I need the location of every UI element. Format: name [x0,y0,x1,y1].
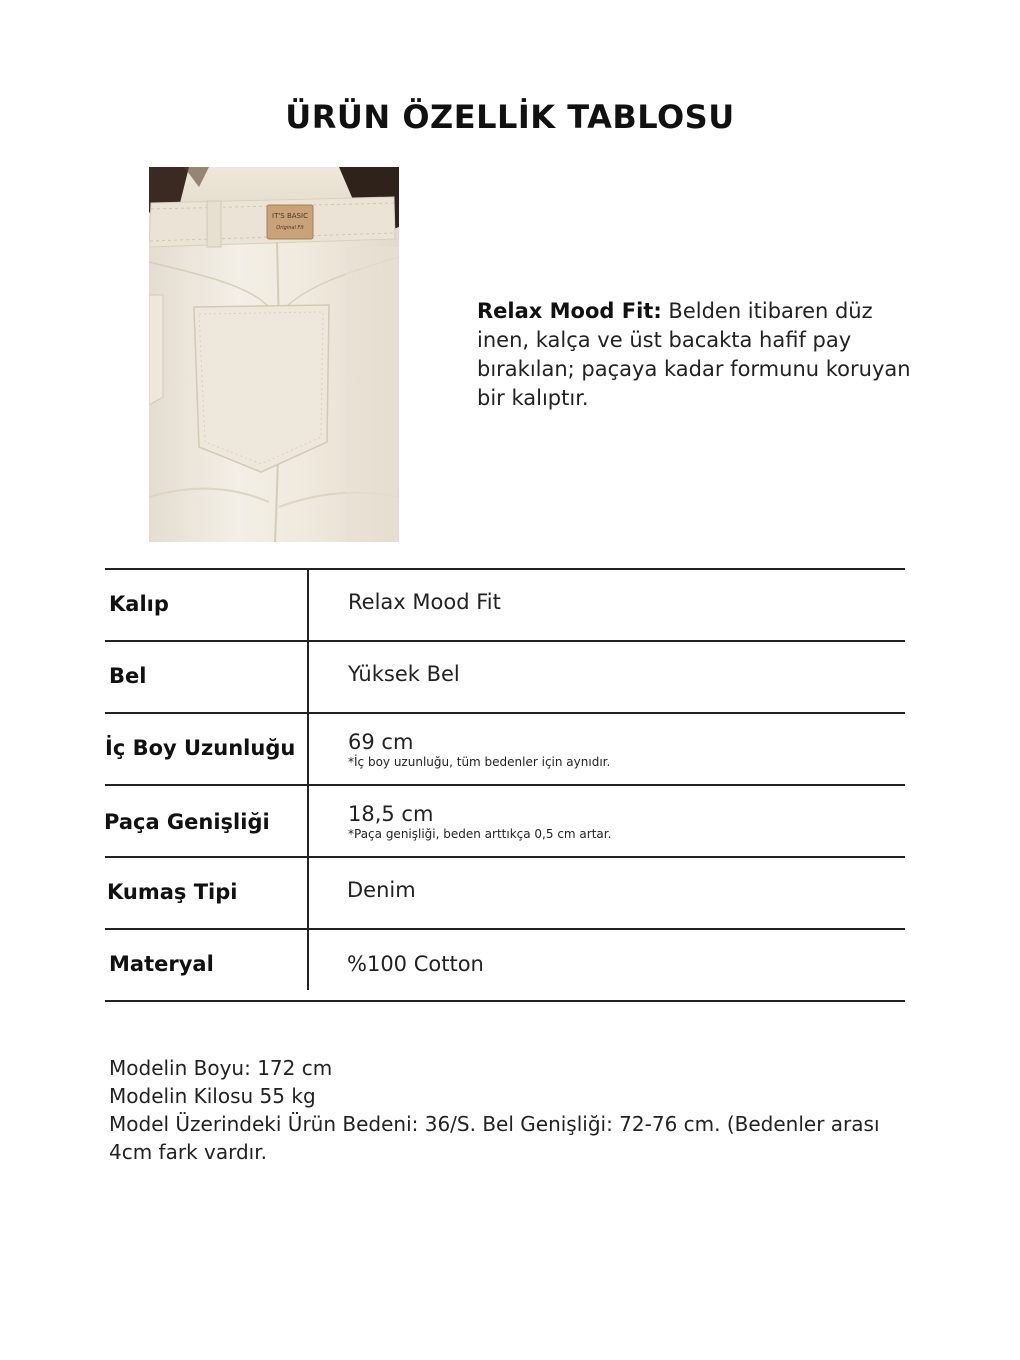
row-value: Denim [347,878,416,902]
spec-table [105,568,905,1002]
row-label: Materyal [109,952,214,976]
tag-brand-text: IT'S BASIC [272,212,308,220]
table-row [105,784,905,856]
row-value-block [348,802,611,841]
row-value: Relax Mood Fit [348,590,501,614]
product-photo [149,167,399,542]
row-label: İç Boy Uzunluğu [105,736,296,760]
fit-description-heading: Relax Mood Fit: [477,299,662,323]
row-value: 69 cm [348,730,414,754]
row-label: Kumaş Tipi [107,880,238,904]
row-label: Bel [109,664,147,688]
table-row [105,640,905,712]
row-note: *Paça genişliği, beden arttıkça 0,5 cm artar. [348,827,612,841]
row-label: Paça Genişliği [104,810,270,834]
fit-description-text: Belden itibaren düz inen, kalça ve üst bacakta hafif pay bırakılan; paçaya kadar formunu koruyan bir kalıptır. [477,299,911,410]
page-title: ÜRÜN ÖZELLİK TABLOSU [285,98,735,136]
fit-description [477,297,927,413]
row-value-block [348,730,610,769]
row-label: Kalıp [109,592,169,616]
table-row [105,712,905,784]
model-size: Model Üzerindeki Ürün Bedeni: 36/S. Bel Genişliği: 72-76 cm. (Bedenler arası 4cm fark vardır. [109,1112,880,1164]
row-value: Yüksek Bel [348,662,460,686]
model-info [109,1054,909,1166]
table-row [105,568,905,640]
model-weight: Modelin Kilosu 55 kg [109,1084,316,1108]
tag-subtext: Original Fit [276,225,304,231]
model-height: Modelin Boyu: 172 cm [109,1056,333,1080]
row-value: 18,5 cm [348,802,434,826]
row-value: %100 Cotton [347,952,484,976]
table-row [105,856,905,928]
table-row [105,928,905,1002]
row-note: *İç boy uzunluğu, tüm bedenler için aynıdır. [348,755,611,769]
